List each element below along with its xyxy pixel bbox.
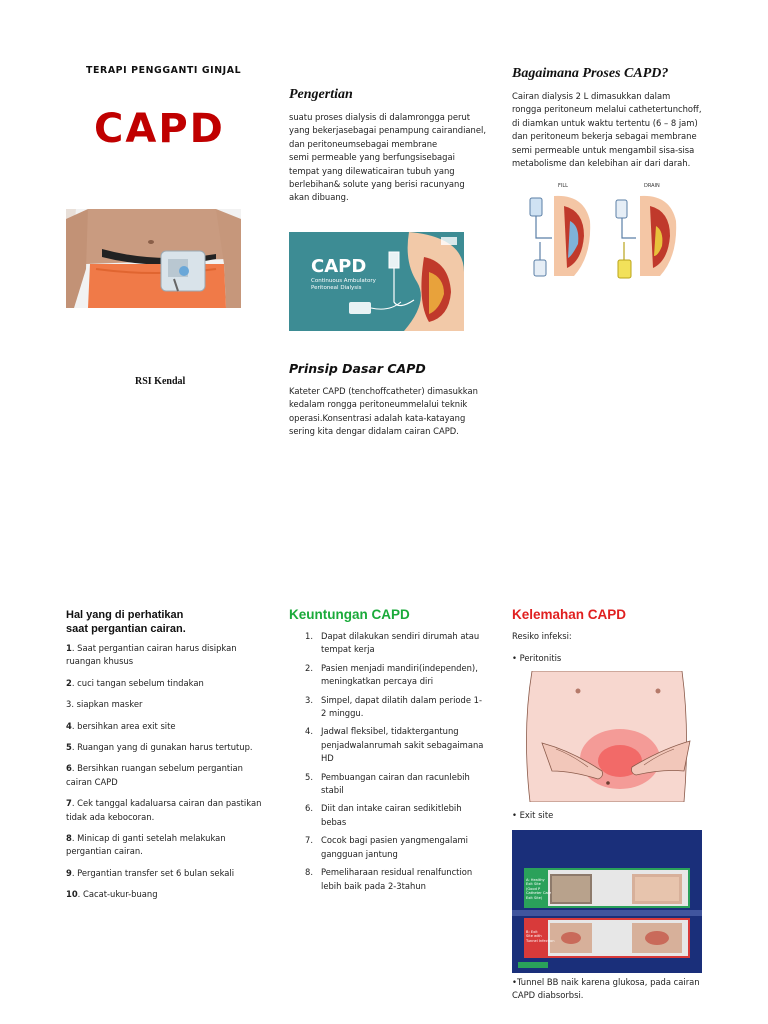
list-item: 3. siapkan masker <box>66 699 143 710</box>
list-item: 5. Ruangan yang di gunakan harus tertutup. <box>66 742 253 753</box>
drain-label: DRAIN <box>644 183 660 189</box>
list-item: 1. Saat pergantian cairan harus disipkan ruangan khusus <box>66 643 237 667</box>
list-item: 4. bersihkan area exit site <box>66 720 176 731</box>
org-name: RSI Kendal <box>135 376 186 387</box>
capd-banner-image <box>289 232 464 331</box>
proses-heading: Bagaimana Proses CAPD? <box>512 66 669 81</box>
list-item: 7. Cocok bagi pasien yangmengalami gangguan jantung <box>305 835 468 859</box>
list-item: 6. Diit dan intake cairan sedikitlebih bebas <box>305 803 462 827</box>
exit-site-slide <box>512 830 702 973</box>
peritonitis-illustration <box>512 671 702 802</box>
capd-big-title: CAPD <box>94 106 225 152</box>
bullet-peritonitis: • Peritonitis <box>512 653 562 663</box>
risk-label: Resiko infeksi: <box>512 631 572 641</box>
list-item: 7. Cek tanggal kadaluarsa cairan dan pastikan tidak ada kebocoran. <box>66 798 262 822</box>
prinsip-heading: Prinsip Dasar CAPD <box>289 361 426 376</box>
list-item: 8. Pemeliharaan residual renalfunction lebih baik pada 2-3tahun <box>305 867 473 891</box>
pengertian-text: suatu proses dialysis di dalamrongga perut yang bekerjasebagai penampung cairandianel, dan peritoneumsebagai membrane semi permeable yang berfungsisebagai tempat yang dilewaticairan tubuh yang berlebihan& solute yang berisi racunyang akan dibuang. <box>289 112 487 203</box>
exit-label-a: A: Healthy Exit Site (Good P Catheter Care Exit Site) <box>526 878 552 900</box>
list-item: 10. Cacat-ukur-buang <box>66 889 158 900</box>
exit-label-b: B: Exit Site with Tunnel Infection <box>526 930 555 943</box>
fill-label: FILL <box>558 183 568 189</box>
list-item: 8. Minicap di ganti setelah melakukan pergantian cairan. <box>66 833 226 857</box>
list-item: 1. Dapat dilakukan sendiri dirumah atau tempat kerja <box>305 631 480 655</box>
banner-title: CAPD <box>311 256 367 277</box>
prinsip-text: Kateter CAPD (tenchoffcatheter) dimasukkan kedalam rongga peritoneummelalui teknik operasi.Konsentrasi adalah kata-katayang sering kita dengar didalam cairan CAPD. <box>289 386 478 437</box>
fill-drain-diagram <box>512 176 687 288</box>
list-item: 9. Pergantian transfer set 6 bulan sekali <box>66 867 235 878</box>
banner-subtitle: Continuous Ambulatory Peritoneal Dialysis <box>311 278 376 291</box>
hal-list <box>66 642 266 910</box>
list-item: 2. Pasien menjadi mandiri(independen), meningkatkan percaya diri <box>305 662 478 687</box>
patient-photo <box>66 209 241 308</box>
proses-text: Cairan dialysis 2 L dimasukkan dalam rongga peritoneum melalui cathetertunchoff, di diamkan untuk waktu tertentu (6 – 8 jam) dan peritoneum bekerja sebagai membrane semi permeable untuk mengambil sisa-sisa metabolisme dan kelebihan air dari darah. <box>512 91 702 169</box>
hal-heading: Hal yang di perhatikan saat pergantian cairan. <box>66 609 186 635</box>
tunnel-text: •Tunnel BB naik karena glukosa, pada cairan CAPD diabsorbsi. <box>512 977 700 1001</box>
pengertian-heading: Pengertian <box>289 87 353 102</box>
keuntungan-heading: Keuntungan CAPD <box>289 607 410 622</box>
list-item: 3. Simpel, dapat dilatih dalam periode 1- 2 minggu. <box>305 694 483 719</box>
list-item: 2. cuci tangan sebelum tindakan <box>66 677 204 688</box>
list-item: 4. Jadwal fleksibel, tidaktergantung penjadwalanrumah sakit sebagaimana HD <box>305 726 484 764</box>
brochure-top-title: TERAPI PENGGANTI GINJAL <box>86 65 242 76</box>
list-item: 5. Pembuangan cairan dan racunlebih stabil <box>305 771 470 796</box>
keuntungan-list <box>289 630 489 898</box>
kelemahan-heading: Kelemahan CAPD <box>512 607 627 622</box>
bullet-exit-site: • Exit site <box>512 810 554 820</box>
list-item: 6. Bersihkan ruangan sebelum pergantian cairan CAPD <box>66 763 243 787</box>
